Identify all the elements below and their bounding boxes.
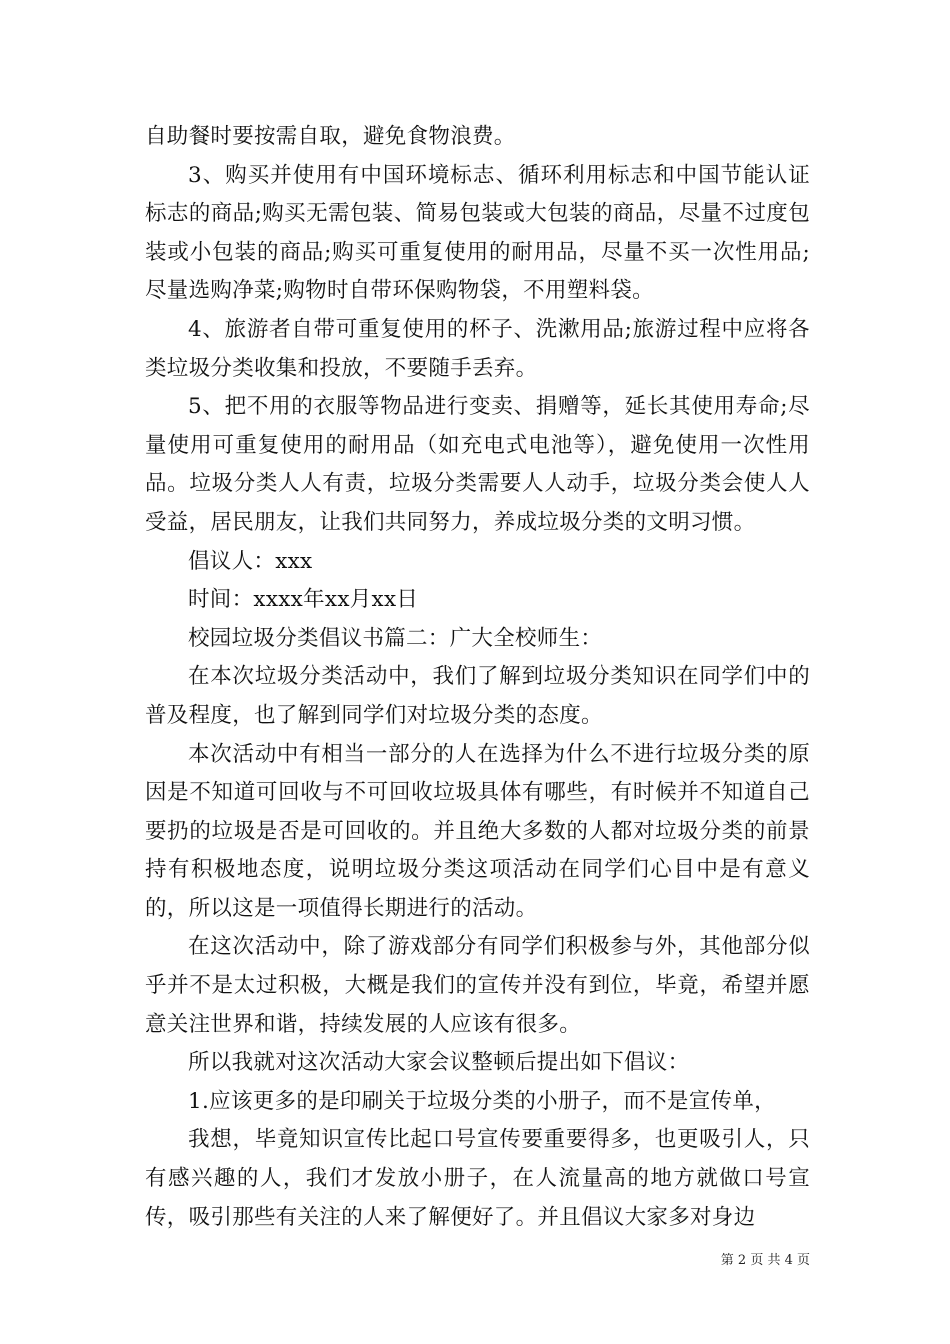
proposer-line: 倡议人：xxx	[188, 548, 313, 574]
paragraph-2: 4、旅游者自带可重复使用的杯子、洗漱用品;旅游过程中应将各类垃圾分类收集和投放，不要随手丢弃。	[145, 316, 810, 381]
paragraph-12: 我想，毕竟知识宣传比起口号宣传要重要得多，也更吸引人，只有感兴趣的人，我们才发放小册子，在人流量高的地方就做口号宣传，吸引那些有关注的人来了解便好了。并且倡议大家多对身边	[145, 1127, 810, 1230]
paragraph-0: 自助餐时要按需自取，避免食物浪费。	[145, 124, 516, 149]
paragraph-10: 所以我就对这次活动大家会议整顿后提出如下倡议：	[188, 1050, 690, 1076]
section-heading: 校园垃圾分类倡议书篇二：广大全校师生：	[188, 625, 603, 651]
document-body	[145, 118, 810, 1237]
paragraph-1: 3、购买并使用有中国环境标志、循环利用标志和中国节能认证标志的商品;购买无需包装、简易包装或大包装的商品，尽量不过度包装或小包装的商品;购买可重复使用的耐用品，尽量不买一次性用品;尽量选购净菜;购物时自带环保购物袋，不用塑料袋。	[145, 162, 810, 304]
page-number: 第 2 页 共 4 页	[720, 1253, 810, 1268]
paragraph-7: 在本次垃圾分类活动中，我们了解到垃圾分类知识在同学们中的普及程度，也了解到同学们对垃圾分类的态度。	[145, 664, 810, 728]
paragraph-9: 在这次活动中，除了游戏部分有同学们积极参与外，其他部分似乎并不是太过积极，大概是我们的宣传并没有到位，毕竟，希望并愿意关注世界和谐，持续发展的人应该有很多。	[145, 934, 810, 1037]
date-line: 时间：xxxx年xx月xx日	[188, 587, 419, 613]
paragraph-11: 1.应该更多的是印刷关于垃圾分类的小册子，而不是宣传单，	[188, 1088, 776, 1114]
paragraph-3: 5、把不用的衣服等物品进行变卖、捐赠等，延长其使用寿命;尽量使用可重复使用的耐用品（如充电式电池等），避免使用一次性用品。垃圾分类人人有责，垃圾分类需要人人动手，垃圾分类会使人人受益，居民朋友，让我们共同努力，养成垃圾分类的文明习惯。	[145, 394, 810, 535]
paragraph-8: 本次活动中有相当一部分的人在选择为什么不进行垃圾分类的原因是不知道可回收与不可回收垃圾具体有哪些，有时候并不知道自己要扔的垃圾是否是可回收的。并且绝大多数的人都对垃圾分类的前景持有积极地态度，说明垃圾分类这项活动在同学们心目中是有意义的，所以这是一项值得长期进行的活动。	[145, 741, 810, 921]
